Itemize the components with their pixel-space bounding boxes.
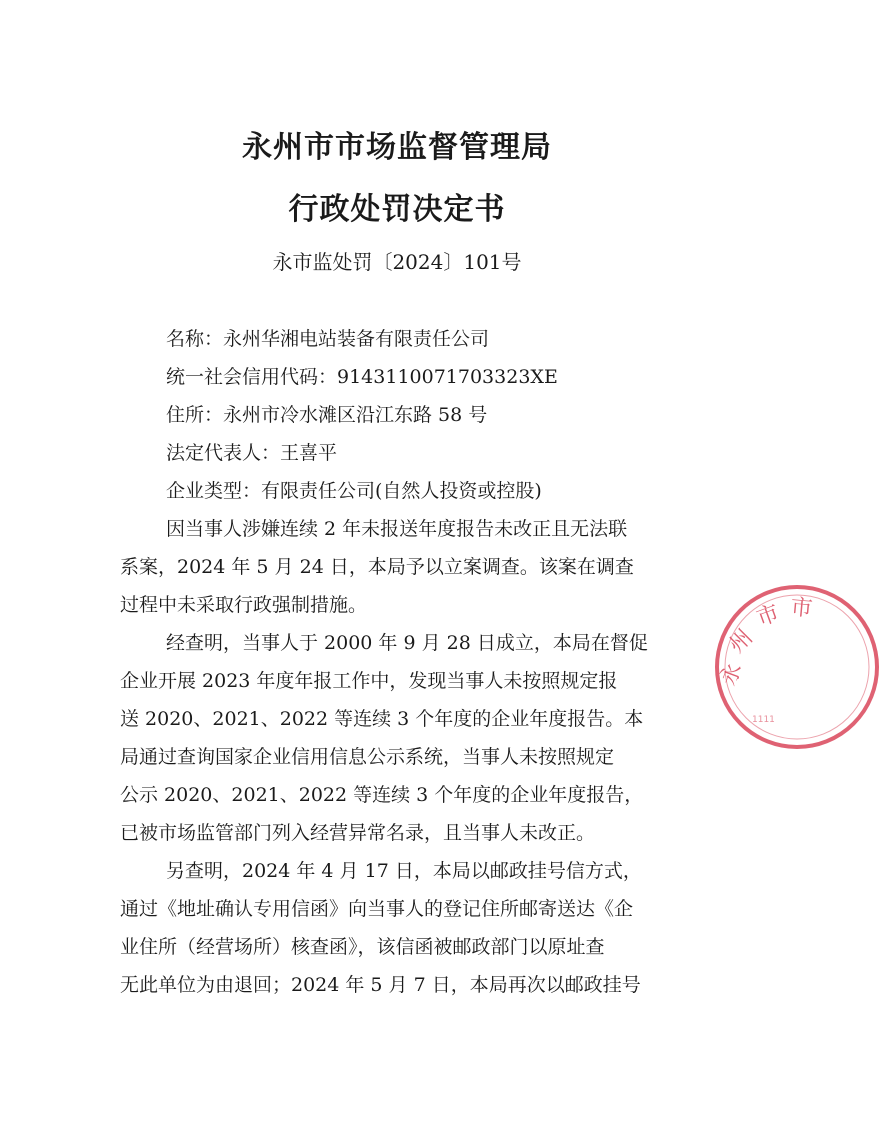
svg-text:州: 州 <box>724 624 758 659</box>
party-address: 住所：永州市冷水滩区沿江东路 58 号 <box>166 404 488 426</box>
svg-text:永: 永 <box>716 659 748 690</box>
paragraph-line: 无此单位为由退回；2024 年 5 月 7 日，本局再次以邮政挂号 <box>120 974 641 996</box>
paragraph-line: 送 2020、2021、2022 等连续 3 个年度的企业年度报告。本 <box>120 708 644 730</box>
org-title: 永州市市场监督管理局 <box>242 130 552 165</box>
paragraph-line: 局通过查询国家企业信用信息公示系统，当事人未按照规定 <box>120 746 615 768</box>
svg-text:市: 市 <box>789 595 814 622</box>
paragraph-line: 另查明，2024 年 4 月 17 日，本局以邮政挂号信方式， <box>166 860 642 882</box>
paragraph-line: 经查明，当事人于 2000 年 9 月 28 日成立，本局在督促 <box>166 632 648 654</box>
party-credit-code: 统一社会信用代码：9143110071703323XE <box>166 366 558 388</box>
paragraph-line: 业住所（经营场所）核查函》，该信函被邮政部门以原址查 <box>120 936 605 958</box>
paragraph-line: 系案，2024 年 5 月 24 日，本局予以立案调查。该案在调查 <box>120 556 634 578</box>
official-seal-stamp <box>712 582 882 752</box>
party-enterprise-type: 企业类型：有限责任公司(自然人投资或控股) <box>166 480 542 502</box>
doc-number: 永市监处罚〔2024〕101号 <box>272 250 522 274</box>
paragraph-line: 过程中未采取行政强制措施。 <box>120 594 368 616</box>
paragraph-line: 因当事人涉嫌连续 2 年未报送年度报告未改正且无法联 <box>166 518 628 540</box>
svg-text:1111: 1111 <box>752 715 775 725</box>
doc-title: 行政处罚决定书 <box>288 192 506 227</box>
party-name: 名称：永州华湘电站装备有限责任公司 <box>166 328 490 350</box>
paragraph-line: 通过《地址确认专用信函》向当事人的登记住所邮寄送达《企 <box>120 898 634 920</box>
paragraph-line: 企业开展 2023 年度年报工作中，发现当事人未按照规定报 <box>120 670 618 692</box>
party-legal-rep: 法定代表人：王喜平 <box>166 442 338 464</box>
paragraph-line: 已被市场监管部门列入经营异常名录，且当事人未改正。 <box>120 822 596 844</box>
svg-text:市: 市 <box>753 600 783 632</box>
paragraph-line: 公示 2020、2021、2022 等连续 3 个年度的企业年度报告， <box>120 784 644 806</box>
